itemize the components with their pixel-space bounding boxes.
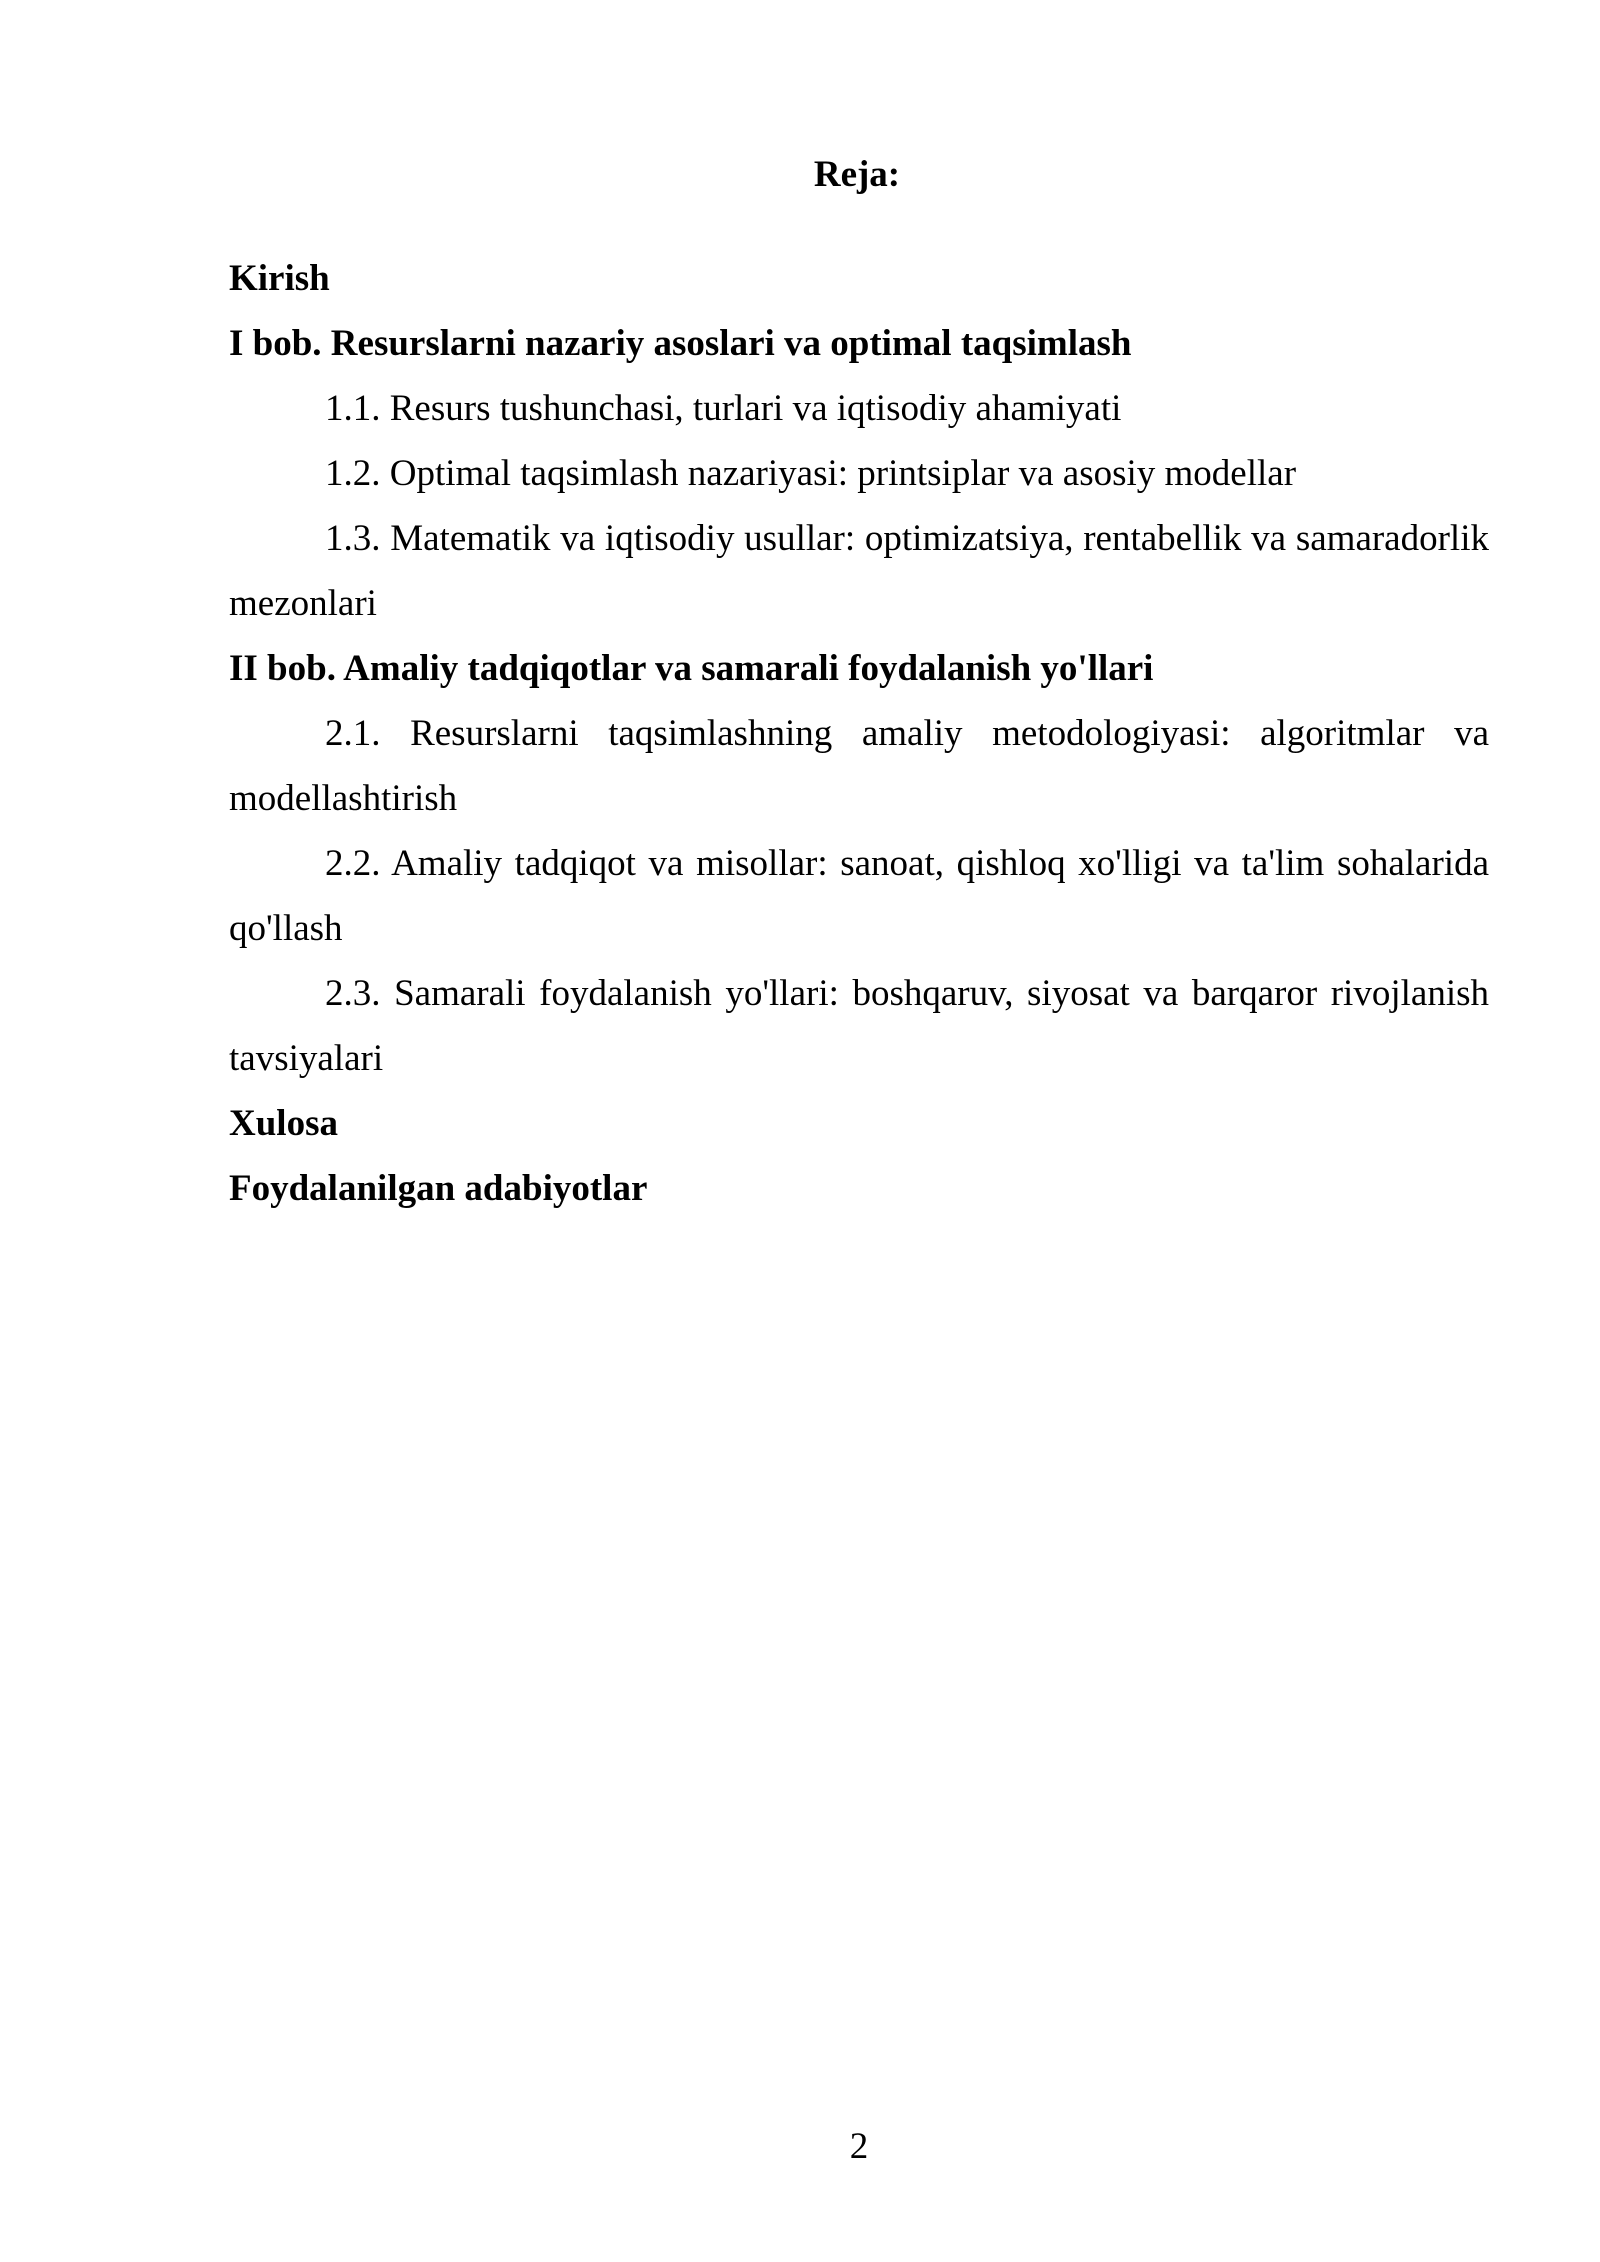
toc-section-2-1: 2.1. Resurslarni taqsimlashning amaliy metodologiyasi: algoritmlar va modellashtirish [229, 713, 1489, 819]
table-of-contents [229, 246, 1489, 1221]
toc-section-1-3: 1.3. Matematik va iqtisodiy usullar: optimizatsiya, rentabellik va samaradorlik mezonlari [229, 518, 1489, 624]
toc-chapter-2: II bob. Amaliy tadqiqotlar va samarali foydalanish yo'llari [229, 648, 1154, 689]
page-number: 2 [849, 2126, 869, 2167]
toc-entry-conclusion: Xulosa [229, 1103, 338, 1144]
toc-section-2-2: 2.2. Amaliy tadqiqot va misollar: sanoat, qishloq xo'lligi va ta'lim sohalarida qo'llash [229, 843, 1489, 949]
toc-entry-introduction: Kirish [229, 258, 330, 299]
toc-section-1-2: 1.2. Optimal taqsimlash nazariyasi: printsiplar va asosiy modellar [325, 453, 1297, 494]
page-title: Reja: [813, 154, 901, 195]
toc-entry-references: Foydalanilgan adabiyotlar [229, 1168, 648, 1209]
toc-section-2-3: 2.3. Samarali foydalanish yo'llari: boshqaruv, siyosat va barqaror rivojlanish tavsiyalari [229, 973, 1489, 1079]
toc-chapter-1: I bob. Resurslarni nazariy asoslari va optimal taqsimlash [229, 323, 1132, 364]
toc-section-1-1: 1.1. Resurs tushunchasi, turlari va iqtisodiy ahamiyati [325, 388, 1122, 429]
